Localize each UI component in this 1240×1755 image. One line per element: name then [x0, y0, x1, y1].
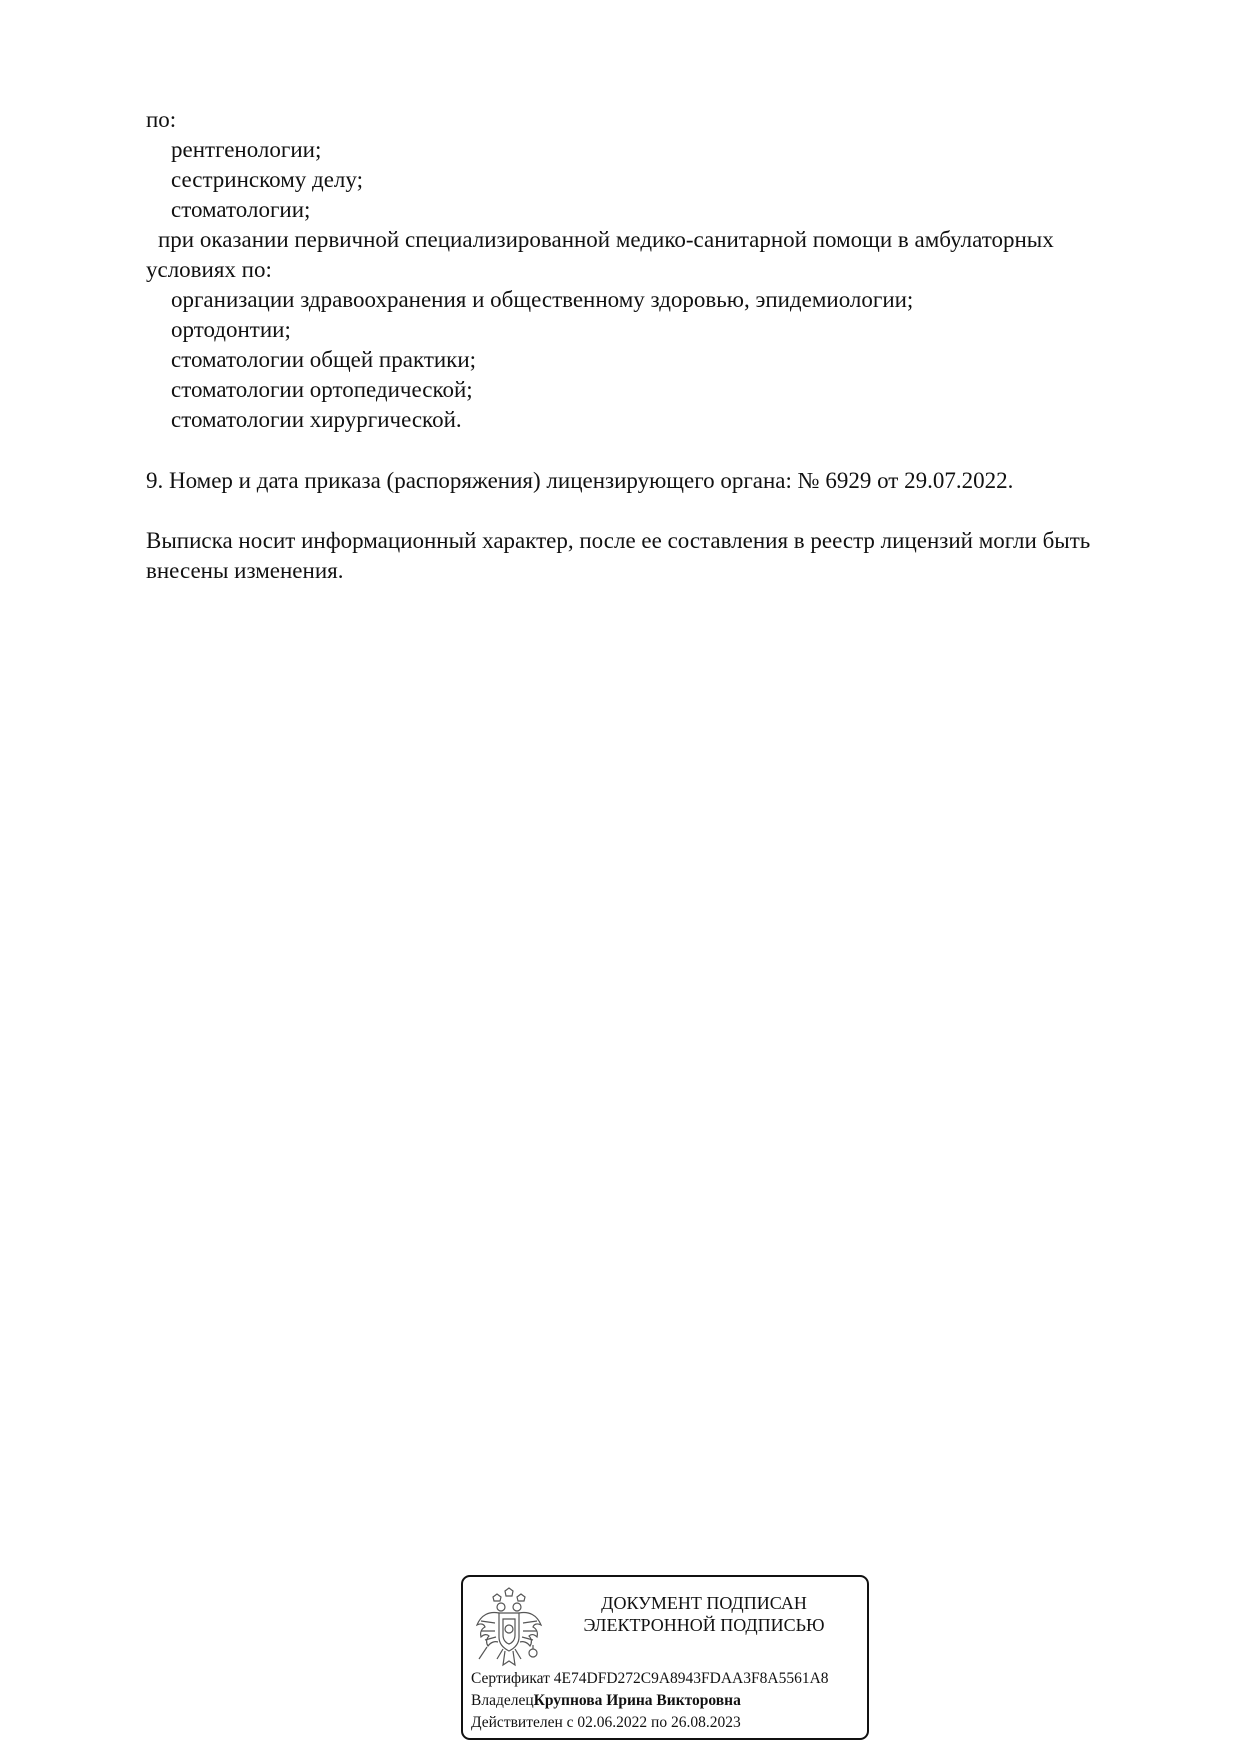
certificate-line [471, 1669, 829, 1689]
text-line-orthopedic-dentistry: стоматологии ортопедической; [171, 377, 473, 402]
order-number-line: 9. Номер и дата приказа (распоряжения) лицензирующего органа: № 6929 от 29.07.2022. [146, 468, 1014, 493]
text-line-primary-care: при оказании первичной специализированной медико-санитарной помощи в амбулаторных [158, 227, 1054, 252]
text-line-orthodontics: ортодонтии; [171, 317, 291, 342]
owner-label: Владелец [471, 1692, 534, 1709]
validity-line: Действителен с 02.06.2022 по 26.08.2023 [471, 1714, 741, 1731]
text-line-conditions: условиях по: [146, 257, 272, 282]
text-line-stomatology: стоматологии; [171, 197, 311, 222]
text-line-general-dentistry: стоматологии общей практики; [171, 347, 477, 372]
stamp-title-line-1: ДОКУМЕНТ ПОДПИСАН [601, 1593, 807, 1613]
certificate-value: 4E74DFD272C9A8943FDAA3F8A5561A8 [553, 1670, 829, 1687]
owner-line [471, 1691, 741, 1711]
text-line-health-organization: организации здравоохранения и общественному здоровью, эпидемиологии; [171, 287, 914, 312]
disclaimer-line-2: внесены изменения. [146, 558, 344, 583]
text-line-nursing: сестринскому делу; [171, 167, 363, 192]
text-line-surgical-dentistry: стоматологии хирургической. [171, 407, 462, 432]
disclaimer-line-1: Выписка носит информационный характер, после ее составления в реестр лицензий могли быть [146, 528, 1091, 553]
russian-coat-of-arms-icon [475, 1587, 543, 1669]
text-line-po: по: [146, 107, 177, 132]
owner-name: Крупнова Ирина Викторовна [533, 1692, 741, 1709]
electronic-signature-stamp [461, 1575, 869, 1740]
certificate-label: Сертификат [471, 1670, 550, 1687]
text-line-radiology: рентгенологии; [171, 137, 322, 162]
stamp-title-line-2: ЭЛЕКТРОННОЙ ПОДПИСЬЮ [583, 1615, 825, 1635]
